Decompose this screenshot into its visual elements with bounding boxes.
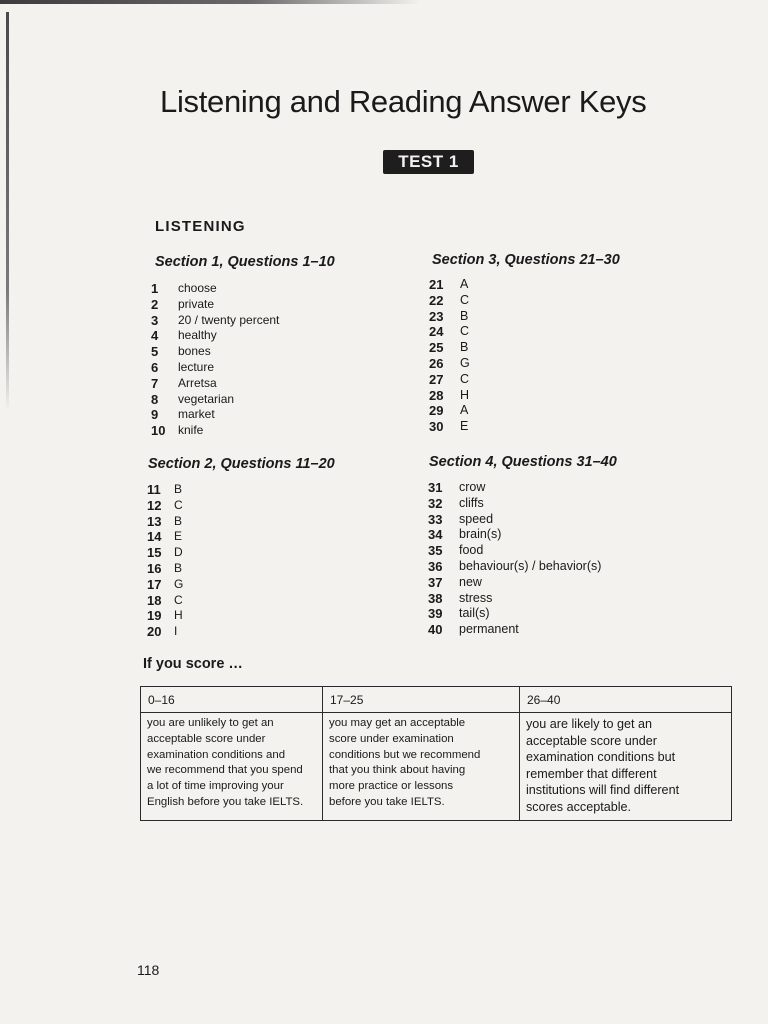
question-number: 13 [147, 513, 162, 529]
answer-text: healthy [178, 328, 217, 343]
question-number: 16 [147, 560, 162, 576]
answer-row [147, 577, 183, 593]
answer-row [429, 403, 470, 419]
answer-text: C [460, 292, 470, 307]
section-3-title: Section 3, Questions 21–30 [432, 252, 620, 268]
answer-row [428, 496, 601, 512]
answer-text: crow [459, 480, 486, 494]
answer-row [147, 608, 183, 624]
answer-text: market [178, 407, 215, 422]
answer-text: tail(s) [459, 606, 490, 621]
answer-text: B [174, 560, 183, 575]
description-line: before you take IELTS. [329, 795, 445, 808]
question-number: 29 [429, 403, 444, 419]
answer-row [429, 372, 470, 388]
description-line: you are unlikely to get an [147, 717, 274, 729]
score-description-cell [141, 713, 323, 821]
question-number: 38 [428, 590, 443, 606]
question-number: 10 [151, 423, 166, 439]
answer-text: E [174, 529, 183, 544]
description-line: English before you take IELTS. [147, 795, 304, 808]
description-line: you are likely to get an [526, 717, 653, 731]
answer-text: B [174, 513, 183, 528]
answer-row [428, 480, 601, 496]
question-number: 5 [151, 344, 159, 360]
answer-row [151, 281, 279, 297]
page-edge-left [6, 12, 9, 412]
question-number: 26 [429, 355, 444, 371]
description-line: remember that different [526, 766, 657, 781]
question-number: 22 [429, 292, 444, 308]
section-3-answers [429, 277, 470, 435]
question-number: 34 [428, 527, 443, 543]
answer-text: G [460, 355, 470, 370]
description-line: more practice or lessons [329, 780, 454, 793]
answer-text: H [460, 387, 470, 402]
answer-row [428, 606, 601, 622]
answer-text: vegetarian [178, 391, 235, 406]
section-1-title: Section 1, Questions 1–10 [155, 254, 335, 270]
score-description-row [141, 713, 732, 821]
question-number: 23 [429, 308, 444, 324]
answer-row [429, 419, 470, 435]
question-number: 6 [151, 359, 159, 375]
answer-row [151, 407, 279, 423]
score-range-header: 26–40 [520, 687, 732, 713]
question-number: 24 [429, 324, 444, 340]
question-number: 40 [428, 622, 443, 638]
score-description-cell [323, 713, 520, 821]
description-line: examination conditions but [526, 750, 676, 765]
answer-text: E [460, 419, 469, 434]
description-line: examination conditions and [147, 748, 286, 761]
answer-row [428, 527, 601, 543]
description-line: institutions will find different [526, 783, 680, 798]
answer-row [147, 498, 183, 514]
answer-text: cliffs [459, 495, 484, 510]
answer-row [429, 340, 470, 356]
answer-row [151, 344, 279, 360]
answer-text: lecture [178, 359, 215, 374]
answer-row [428, 543, 601, 559]
question-number: 15 [147, 545, 162, 561]
description-line: acceptable score under [147, 732, 266, 745]
answer-text: C [460, 324, 470, 339]
answer-row [429, 309, 470, 325]
section-1-answers [151, 281, 279, 439]
answer-text: H [174, 608, 183, 623]
question-number: 31 [428, 480, 443, 495]
answer-row [151, 297, 279, 313]
answer-row [147, 624, 183, 640]
question-number: 33 [428, 511, 443, 527]
section-2-answers [147, 482, 183, 640]
answer-text: speed [459, 511, 494, 526]
question-number: 27 [429, 371, 444, 387]
score-table [140, 686, 732, 821]
answer-text: knife [178, 423, 204, 438]
question-number: 21 [429, 277, 444, 292]
question-number: 37 [428, 574, 443, 590]
answer-text: A [460, 277, 469, 291]
answer-row [428, 559, 601, 575]
page-edge-top [0, 0, 420, 4]
answer-row [428, 591, 601, 607]
answer-row [151, 328, 279, 344]
answer-text: stress [459, 590, 493, 605]
answer-text: Arretsa [178, 375, 217, 390]
description-line: a lot of time improving your [147, 780, 284, 793]
description-line: acceptable score under [526, 733, 657, 748]
question-number: 25 [429, 340, 444, 356]
score-range-header: 0–16 [141, 687, 323, 713]
question-number: 14 [147, 529, 162, 545]
test-badge [383, 150, 474, 174]
answer-row [429, 388, 470, 404]
answer-text: I [174, 624, 178, 639]
question-number: 8 [151, 391, 159, 407]
question-number: 4 [151, 328, 159, 344]
answer-row [151, 423, 279, 439]
answer-row [429, 324, 470, 340]
question-number: 30 [429, 419, 444, 435]
answer-text: D [174, 545, 183, 560]
answer-text: B [460, 308, 469, 323]
answer-row [429, 293, 470, 309]
answer-row [428, 512, 601, 528]
question-number: 12 [147, 497, 162, 513]
answer-row [147, 514, 183, 530]
answer-row [428, 622, 601, 638]
question-number: 11 [147, 482, 161, 497]
answer-text: C [174, 592, 183, 607]
question-number: 1 [151, 281, 159, 296]
question-number: 3 [151, 312, 159, 328]
answer-row [147, 482, 183, 498]
answer-text: private [178, 296, 215, 311]
question-number: 18 [147, 592, 162, 608]
answer-row [151, 392, 279, 408]
answer-row [147, 529, 183, 545]
answer-text: choose [178, 281, 217, 295]
section-2-title: Section 2, Questions 11–20 [148, 456, 335, 472]
answer-text: G [174, 576, 184, 591]
answer-text: B [174, 482, 183, 496]
question-number: 20 [147, 624, 162, 640]
page-title: Listening and Reading Answer Keys [160, 84, 647, 119]
answer-text: behaviour(s) / behavior(s) [459, 558, 602, 573]
question-number: 36 [428, 558, 443, 574]
answer-text: C [460, 371, 470, 386]
description-line: score under examination [329, 732, 454, 745]
question-number: 32 [428, 495, 443, 511]
answer-text: B [460, 340, 469, 355]
score-description-cell [520, 713, 732, 821]
answer-text: C [174, 497, 183, 512]
answer-row [147, 545, 183, 561]
answer-text: new [459, 574, 482, 589]
description-line: that you think about having [329, 764, 466, 777]
score-header-row [141, 687, 732, 713]
answer-row [147, 593, 183, 609]
answer-row [151, 313, 279, 329]
answer-text: permanent [459, 622, 519, 637]
answer-row [147, 561, 183, 577]
description-line: you may get an acceptable [329, 717, 466, 729]
page-number: 118 [137, 962, 160, 978]
answer-row [429, 277, 470, 293]
section-4-title: Section 4, Questions 31–40 [429, 454, 617, 470]
answer-text: bones [178, 344, 211, 359]
question-number: 17 [147, 576, 162, 592]
answer-text: 20 / twenty percent [178, 312, 280, 327]
question-number: 35 [428, 543, 443, 559]
score-heading: If you score … [143, 656, 243, 672]
test-badge-label: TEST 1 [398, 152, 459, 171]
score-range-header: 17–25 [323, 687, 520, 713]
section-4-answers [428, 480, 601, 638]
answer-row [151, 376, 279, 392]
answer-text: A [460, 403, 469, 418]
question-number: 28 [429, 387, 444, 403]
description-line: conditions but we recommend [329, 748, 481, 761]
listening-heading: LISTENING [155, 218, 246, 235]
answer-text: brain(s) [459, 527, 502, 542]
description-line: we recommend that you spend [147, 764, 303, 777]
question-number: 39 [428, 606, 443, 622]
description-line: scores acceptable. [526, 799, 632, 814]
question-number: 9 [151, 407, 159, 423]
question-number: 2 [151, 296, 159, 312]
answer-row [151, 360, 279, 376]
answer-row [428, 575, 601, 591]
answer-text: food [459, 543, 484, 558]
question-number: 7 [151, 375, 159, 391]
answer-row [429, 356, 470, 372]
question-number: 19 [147, 608, 162, 624]
